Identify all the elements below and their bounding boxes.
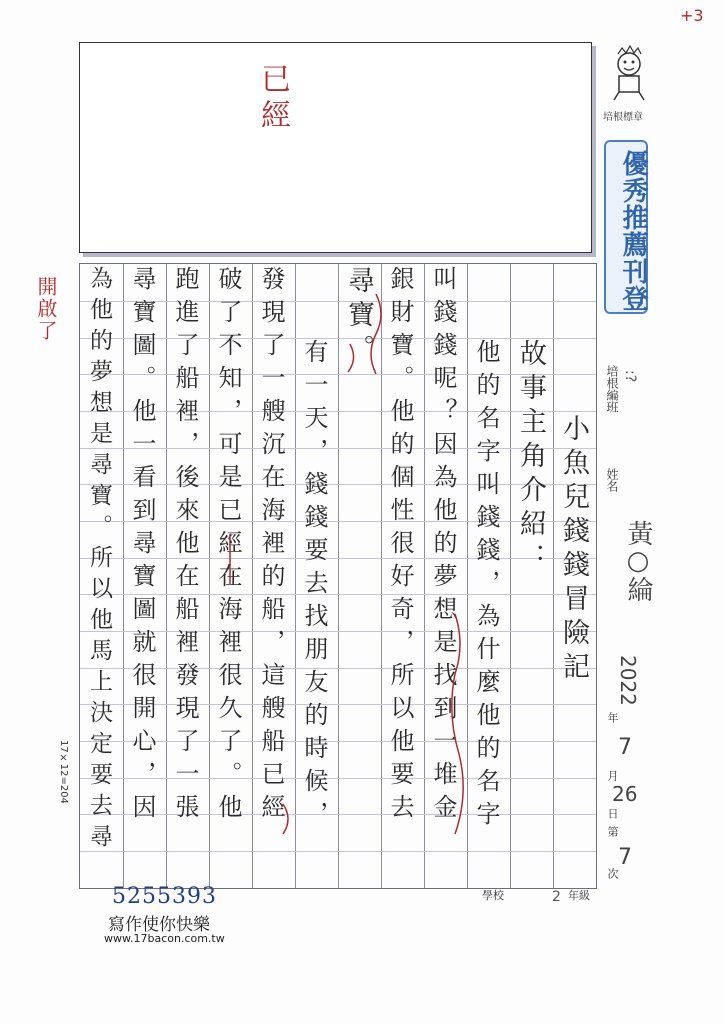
essay-column: 尋寶圖。他一看到尋寶圖就很開心，因 bbox=[128, 266, 156, 827]
recommend-stamp bbox=[604, 140, 648, 314]
essay-column: 發現了一艘沉在海裡的船，這艘船已經 bbox=[257, 266, 285, 827]
manuscript-grid bbox=[79, 263, 597, 889]
month-label: 月 bbox=[606, 770, 619, 781]
day-value: 26 bbox=[612, 782, 638, 806]
essay-title: 小魚兒錢錢冒險記 bbox=[558, 414, 589, 686]
essay-column: 銀財寶。他的個性很好奇，所以他要去 bbox=[386, 266, 414, 827]
corner-score-mark: +3 bbox=[680, 6, 704, 25]
footer-url: www.17bacon.com.tw bbox=[104, 932, 225, 945]
essay-column: 有一天，錢錢要去找朋友的時候， bbox=[300, 339, 328, 834]
student-name: 黃○綸 bbox=[623, 520, 653, 602]
essay-column: 故事主角介紹： bbox=[515, 339, 546, 577]
essay-column: 跑進了船裡，後來他在船裡發現了一張 bbox=[171, 266, 199, 827]
times-label: 次 bbox=[606, 868, 619, 879]
essay-column: 為他的夢想是尋寶。所以他馬上決定要去尋 bbox=[86, 266, 112, 855]
day-label: 日 bbox=[606, 808, 619, 819]
times-value: 7 bbox=[618, 845, 632, 870]
month-value: 7 bbox=[618, 735, 632, 760]
year-value: 2022 bbox=[616, 655, 640, 706]
class-label: 培根編班 bbox=[605, 365, 619, 413]
essay-column: 尋寶。 bbox=[343, 266, 374, 368]
footer-code: 5255393 bbox=[112, 884, 217, 909]
name-label: 姓名 bbox=[605, 468, 619, 492]
grade-value: 2 bbox=[552, 889, 561, 905]
teacher-comment-text: 已經 bbox=[255, 63, 290, 135]
class-value: :? bbox=[622, 370, 638, 383]
essay-column: 他的名字叫錢錢，為什麼他的名字 bbox=[472, 339, 500, 834]
essay-column: 叫錢錢呢？因為他的夢想是找到一堆金 bbox=[429, 266, 457, 827]
times-prefix: 第 bbox=[606, 826, 619, 837]
teacher-correction-marks bbox=[80, 264, 596, 888]
margin-note: 開啟了 bbox=[34, 276, 58, 342]
teacher-comment-box bbox=[79, 42, 592, 253]
logo-caption: 培根標章 bbox=[603, 112, 643, 123]
grid-spec: 17×12=204 bbox=[58, 740, 69, 804]
year-label: 年 bbox=[606, 712, 619, 723]
recommend-stamp-text: 優秀推薦刊登 bbox=[618, 150, 648, 312]
school-label: 學校 bbox=[482, 889, 504, 902]
grade-label: 年級 bbox=[568, 889, 590, 902]
essay-column: 破了不知，可是已經在海裡很久了。他 bbox=[214, 266, 242, 827]
footer-slogan: 寫作使你快樂 bbox=[108, 915, 210, 935]
bacon-logo bbox=[606, 44, 652, 104]
